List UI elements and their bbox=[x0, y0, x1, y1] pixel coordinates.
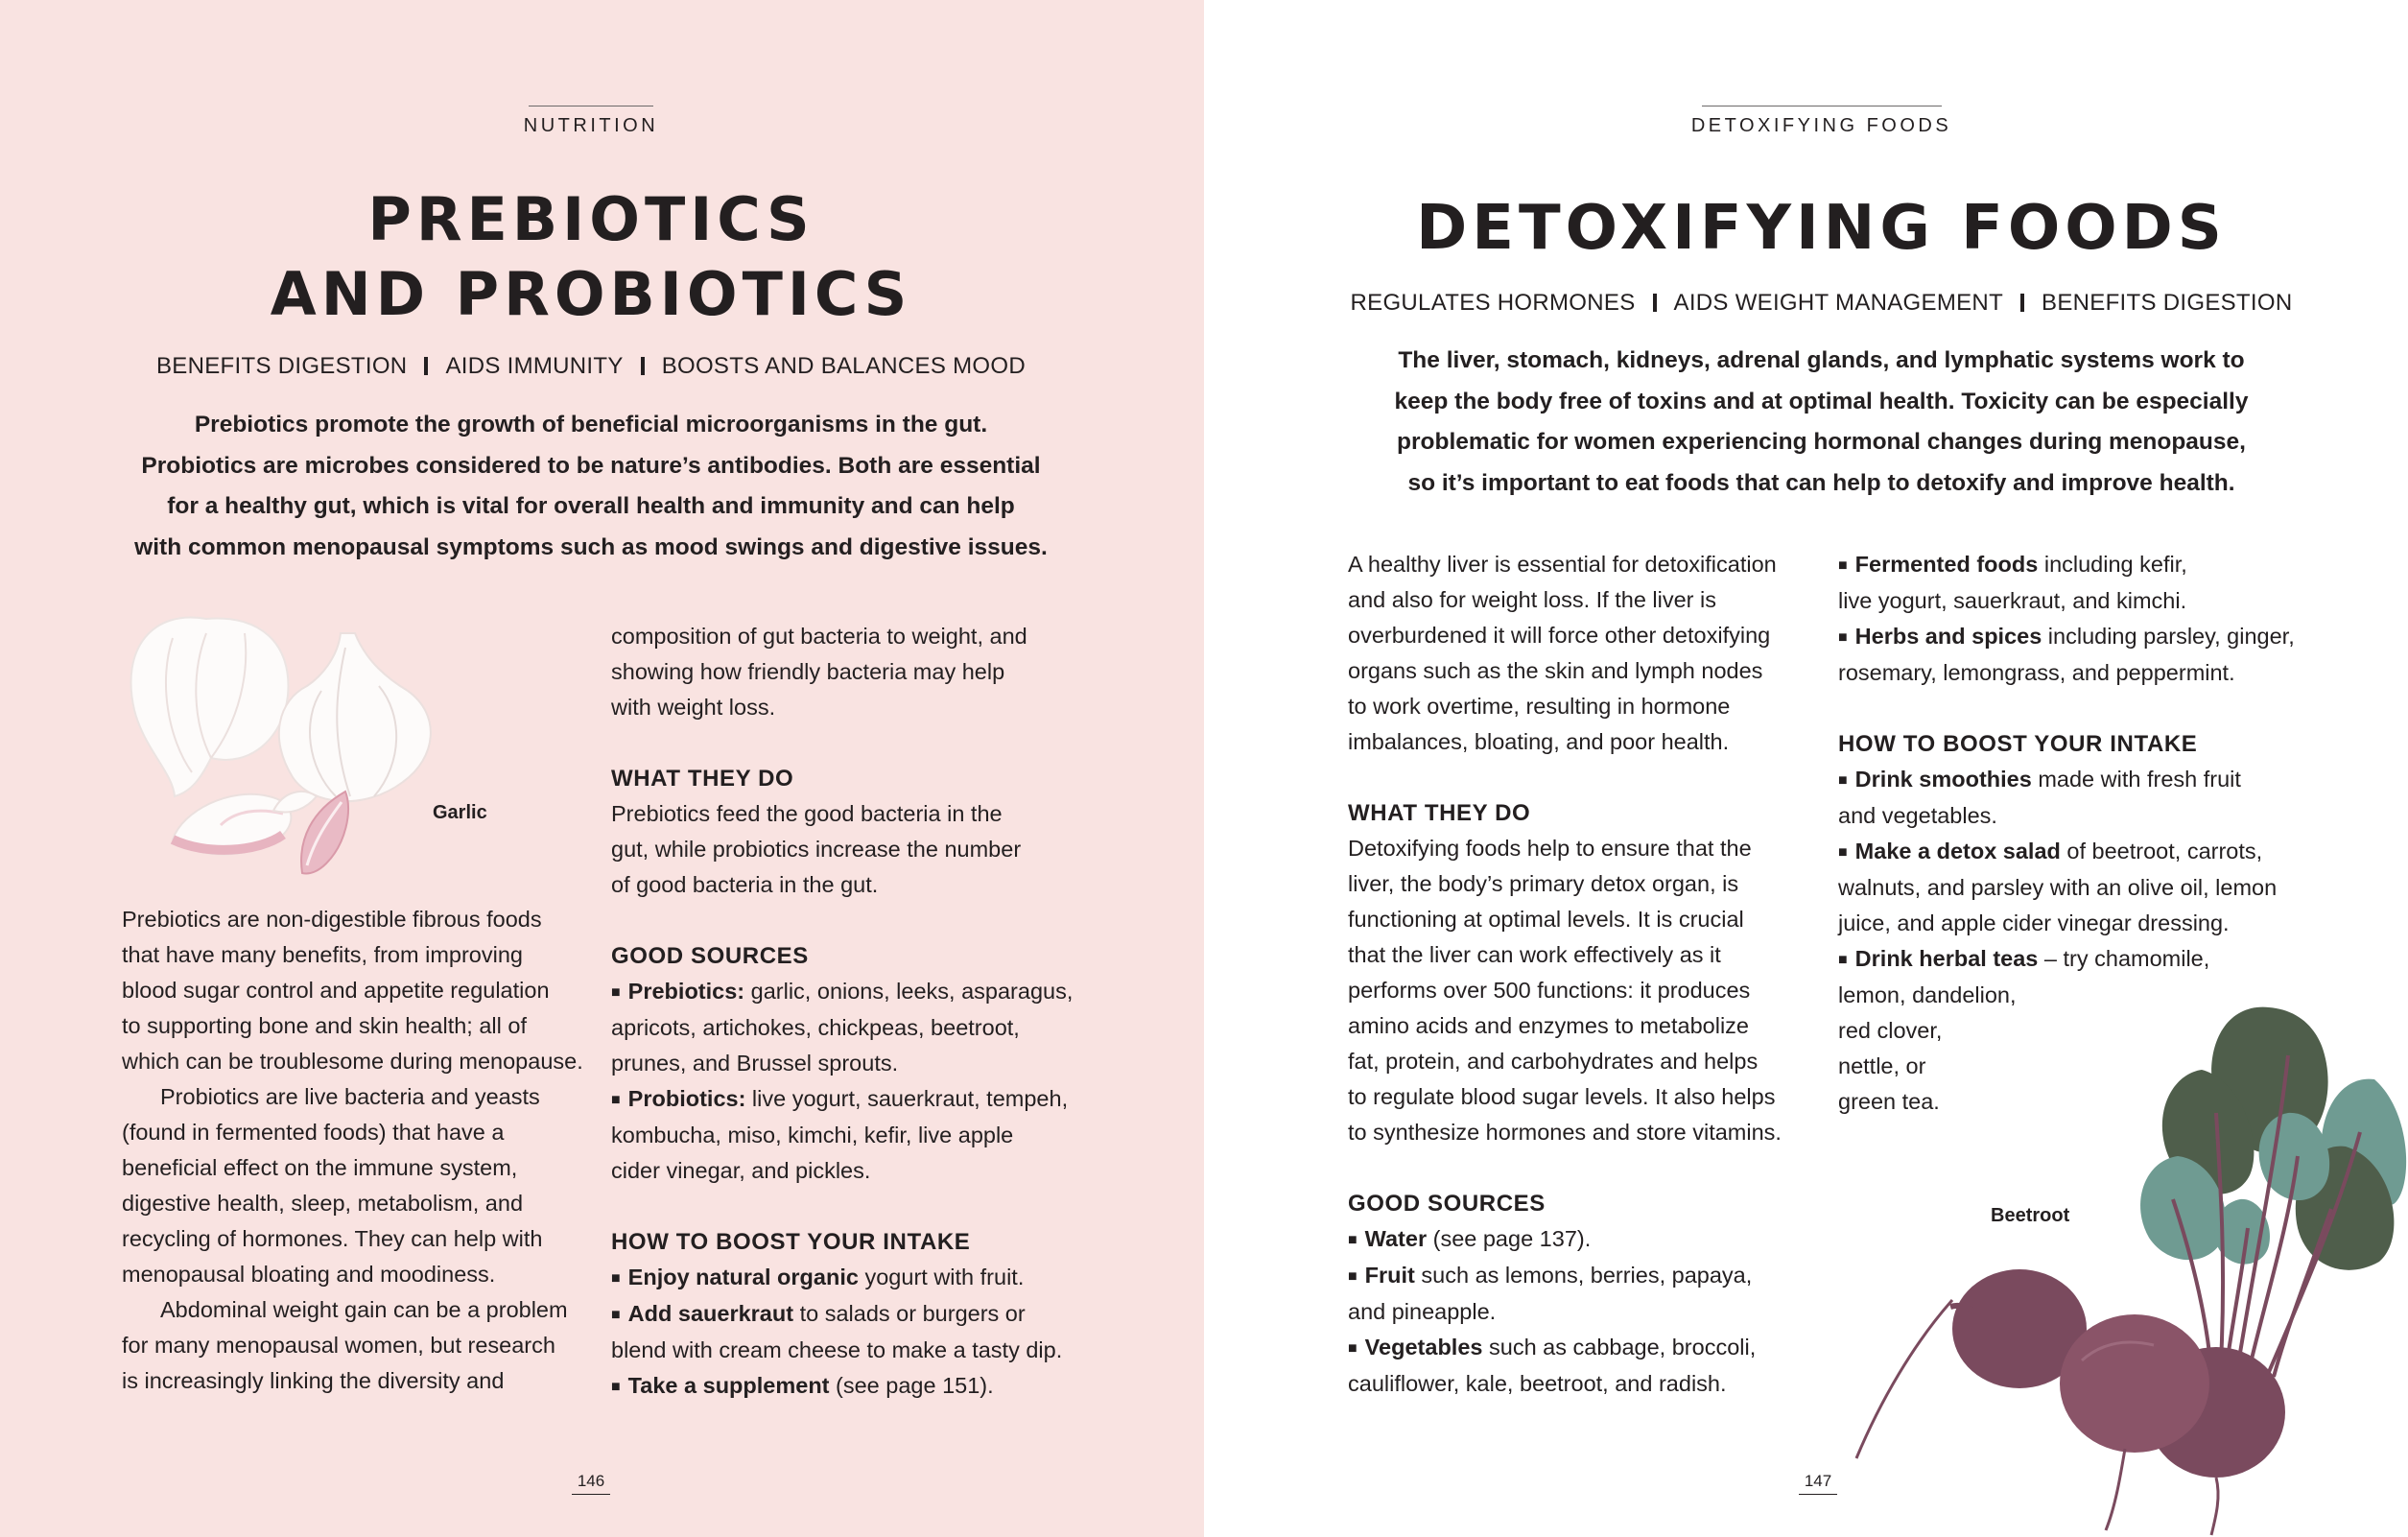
tag: BENEFITS DIGESTION bbox=[156, 353, 408, 379]
text-line: performs over 500 functions: it produces bbox=[1348, 978, 1751, 1003]
intro-line: problematic for women experiencing hormonal changes during menopause, bbox=[1397, 429, 2246, 455]
text-line: fat, protein, and carbohydrates and helps bbox=[1348, 1049, 1759, 1074]
running-head-left bbox=[0, 106, 1182, 137]
tag: BENEFITS DIGESTION bbox=[2042, 290, 2293, 316]
text-line: liver, the body’s primary detox organ, is bbox=[1348, 871, 1739, 896]
text-line: gut, while probiotics increase the number bbox=[611, 837, 1022, 862]
bullet-text: – try chamomile, bbox=[2038, 946, 2210, 971]
text-line: Prebiotics are non-digestible fibrous foods bbox=[122, 907, 542, 932]
garlic-cloves bbox=[173, 792, 348, 874]
running-head-text: DETOXIFYING FOODS bbox=[1690, 115, 1952, 136]
bullet-item bbox=[611, 1081, 1091, 1118]
text-line: recycling of hormones. They can help with bbox=[122, 1226, 543, 1251]
text-line: Prebiotics feed the good bacteria in the bbox=[611, 801, 1003, 826]
bullet-text: of beetroot, carrots, bbox=[2060, 839, 2263, 863]
text-line: to supporting bone and skin health; all of bbox=[122, 1013, 527, 1038]
intro-line: with common menopausal symptoms such as mood swings and digestive issues. bbox=[134, 533, 1048, 560]
bullet-text: yogurt with fruit. bbox=[858, 1265, 1025, 1289]
text-line: to work overtime, resulting in hormone bbox=[1348, 694, 1731, 719]
text-line: that the liver can work effectively as it bbox=[1348, 942, 1721, 967]
text-line: green tea. bbox=[1838, 1089, 1940, 1114]
bullet-item bbox=[1838, 941, 2318, 978]
section-heading-boost-intake: HOW TO BOOST YOUR INTAKE bbox=[611, 1229, 971, 1255]
page-number-text: 147 bbox=[1804, 1472, 1832, 1490]
body-paragraph bbox=[1348, 547, 1808, 760]
bullet-item bbox=[611, 1260, 1091, 1296]
text-line: and also for weight loss. If the liver is bbox=[1348, 587, 1717, 612]
bullet-bold: Take a supplement bbox=[627, 1373, 830, 1398]
left-column-1 bbox=[122, 902, 592, 1399]
body-paragraph bbox=[611, 619, 1091, 725]
bullet-text: to salads or burgers or bbox=[793, 1301, 1026, 1326]
intro-line: so it’s important to eat foods that can help to detoxify and improve health. bbox=[1407, 469, 2235, 496]
tag: AIDS IMMUNITY bbox=[445, 353, 624, 379]
intro-paragraph-left bbox=[96, 405, 1086, 568]
text-line: Abdominal weight gain can be a problem bbox=[160, 1297, 568, 1322]
bullet-continuation: rosemary, lemongrass, and peppermint. bbox=[1838, 660, 2235, 685]
bullet-continuation: cauliflower, kale, beetroot, and radish. bbox=[1348, 1371, 1727, 1396]
bullet-continuation bbox=[611, 1010, 1091, 1081]
bullet-continuation: and vegetables. bbox=[1838, 803, 1997, 828]
bullet-bold: Water bbox=[1364, 1226, 1428, 1251]
bullet-bold: Herbs and spices bbox=[1854, 624, 2042, 649]
text-line: imbalances, bloating, and poor health. bbox=[1348, 729, 1730, 754]
bullet-bold: Vegetables bbox=[1364, 1335, 1483, 1360]
page-number-text: 146 bbox=[577, 1472, 605, 1490]
text-line: showing how friendly bacteria may help bbox=[611, 659, 1005, 684]
page-number-right bbox=[1799, 1472, 1837, 1495]
bullet-continuation bbox=[611, 1118, 1091, 1189]
bullet-text: (see page 137). bbox=[1427, 1226, 1592, 1251]
text-line: amino acids and enzymes to metabolize bbox=[1348, 1013, 1749, 1038]
body-paragraph bbox=[122, 902, 592, 1079]
bullet-text: such as lemons, berries, papaya, bbox=[1414, 1263, 1753, 1288]
bullet-text: live yogurt, sauerkraut, tempeh, bbox=[745, 1086, 1069, 1111]
text-line: (found in fermented foods) that have a bbox=[122, 1120, 505, 1145]
text-line: beneficial effect on the immune system, bbox=[122, 1155, 518, 1180]
intro-line: for a healthy gut, which is vital for overall health and immunity and can help bbox=[167, 493, 1015, 519]
beet-leaves bbox=[2140, 1007, 2406, 1270]
text-line: prunes, and Brussel sprouts. bbox=[611, 1051, 899, 1076]
running-head-text: NUTRITION bbox=[523, 115, 659, 136]
page-number-left bbox=[572, 1472, 610, 1495]
garlic-caption: Garlic bbox=[433, 802, 487, 823]
bullet-continuation: live yogurt, sauerkraut, and kimchi. bbox=[1838, 588, 2187, 613]
bullet-item bbox=[1838, 834, 2318, 870]
beetroot-illustration bbox=[1837, 998, 2408, 1537]
text-line: is increasingly linking the diversity and bbox=[122, 1368, 505, 1393]
text-line: composition of gut bacteria to weight, and bbox=[611, 624, 1027, 649]
section-heading-good-sources: GOOD SOURCES bbox=[1348, 1191, 1546, 1217]
text-line: functioning at optimal levels. It is crucial bbox=[1348, 907, 1744, 932]
text-line: nettle, or bbox=[1838, 1053, 1926, 1078]
tag-separator bbox=[424, 357, 428, 375]
bullet-continuation bbox=[1838, 870, 2318, 941]
garlic-bulb-small bbox=[279, 633, 431, 801]
bullet-bold: Fermented foods bbox=[1854, 552, 2039, 577]
section-heading-what-they-do: WHAT THEY DO bbox=[1348, 800, 1531, 826]
bullet-item bbox=[1348, 1330, 1808, 1366]
intro-line: Prebiotics promote the growth of beneficial microorganisms in the gut. bbox=[194, 412, 988, 437]
bullet-item bbox=[1838, 619, 2318, 655]
bullet-bold: Probiotics: bbox=[627, 1086, 746, 1111]
bullet-item bbox=[1838, 762, 2318, 798]
garlic-bulb-large bbox=[131, 617, 289, 796]
bullet-bold: Prebiotics: bbox=[627, 979, 745, 1004]
bullet-bold: Make a detox salad bbox=[1854, 839, 2061, 863]
bullet-text: (see page 151). bbox=[829, 1373, 994, 1398]
bullet-bold: Fruit bbox=[1364, 1263, 1415, 1288]
section-heading-boost-intake: HOW TO BOOST YOUR INTAKE bbox=[1838, 731, 2198, 757]
bullet-item bbox=[611, 974, 1091, 1010]
right-column-1 bbox=[1348, 547, 1808, 1402]
text-line: to synthesize hormones and store vitamins. bbox=[1348, 1120, 1782, 1145]
text-line: kombucha, miso, kimchi, kefir, live apple bbox=[611, 1123, 1014, 1147]
bullet-item bbox=[611, 1368, 1091, 1405]
section-heading-what-they-do: WHAT THEY DO bbox=[611, 766, 794, 792]
text-line: overburdened it will force other detoxifying bbox=[1348, 623, 1771, 648]
text-line: menopausal bloating and moodiness. bbox=[122, 1262, 496, 1287]
text-line: for many menopausal women, but research bbox=[122, 1333, 555, 1358]
body-paragraph bbox=[611, 796, 1091, 903]
intro-line: The liver, stomach, kidneys, adrenal glands, and lymphatic systems work to bbox=[1398, 347, 2245, 373]
page-number-underline bbox=[572, 1494, 610, 1495]
bullet-text: made with fresh fruit bbox=[2031, 767, 2241, 792]
beetroot-caption: Beetroot bbox=[1991, 1205, 2070, 1226]
text-line: Detoxifying foods help to ensure that the bbox=[1348, 836, 1752, 861]
text-line: apricots, artichokes, chickpeas, beetroot, bbox=[611, 1015, 1020, 1040]
text-line: lemon, dandelion, bbox=[1838, 982, 2017, 1007]
bullet-text: garlic, onions, leeks, asparagus, bbox=[744, 979, 1074, 1004]
text-line: walnuts, and parsley with an olive oil, lemon bbox=[1838, 875, 2278, 900]
body-paragraph bbox=[1348, 831, 1808, 1150]
title-line-2: AND PROBIOTICS bbox=[270, 259, 912, 329]
tag: AIDS WEIGHT MANAGEMENT bbox=[1673, 290, 2004, 316]
body-paragraph bbox=[122, 1079, 592, 1292]
text-line: organs such as the skin and lymph nodes bbox=[1348, 658, 1763, 683]
text-line: blood sugar control and appetite regulation bbox=[122, 978, 550, 1003]
body-paragraph bbox=[122, 1292, 592, 1399]
text-line: digestive health, sleep, metabolism, and bbox=[122, 1191, 524, 1216]
page-title-right: DETOXIFYING FOODS bbox=[1416, 193, 2227, 264]
intro-line: keep the body free of toxins and at optimal health. Toxicity can be especially bbox=[1394, 388, 2249, 414]
text-line: cider vinegar, and pickles. bbox=[611, 1158, 871, 1183]
tag: REGULATES HORMONES bbox=[1350, 290, 1636, 316]
bullet-bold: Add sauerkraut bbox=[627, 1301, 794, 1326]
intro-line: Probiotics are microbes considered to be nature’s antibodies. Both are essential bbox=[141, 452, 1041, 479]
benefit-tags-right bbox=[1204, 290, 2408, 317]
text-line: Probiotics are live bacteria and yeasts bbox=[160, 1084, 540, 1109]
bullet-bold: Drink herbal teas bbox=[1854, 946, 2039, 971]
bullet-item bbox=[1838, 547, 2318, 583]
text-line: which can be troublesome during menopause. bbox=[122, 1049, 583, 1074]
benefit-tags-left bbox=[0, 353, 1182, 380]
text-line: of good bacteria in the gut. bbox=[611, 872, 879, 897]
page-title-left bbox=[0, 182, 1182, 332]
bullet-text: including kefir, bbox=[2038, 552, 2187, 577]
bullet-continuation: blend with cream cheese to make a tasty dip. bbox=[611, 1337, 1063, 1362]
bullet-continuation: and pineapple. bbox=[1348, 1299, 1497, 1324]
text-line: to regulate blood sugar levels. It also helps bbox=[1348, 1084, 1776, 1109]
bullet-item bbox=[1348, 1258, 1808, 1294]
tag-separator bbox=[1653, 294, 1657, 312]
bullet-bold: Drink smoothies bbox=[1854, 767, 2032, 792]
tag: BOOSTS AND BALANCES MOOD bbox=[661, 353, 1026, 379]
garlic-illustration bbox=[115, 604, 460, 892]
tag-separator bbox=[2020, 294, 2024, 312]
text-line: A healthy liver is essential for detoxification bbox=[1348, 552, 1777, 577]
text-line: juice, and apple cider vinegar dressing. bbox=[1838, 910, 2230, 935]
title-line-1: PREBIOTICS bbox=[367, 184, 814, 254]
left-column-2 bbox=[611, 619, 1091, 1405]
page-number-underline bbox=[1799, 1494, 1837, 1495]
bullet-bold: Enjoy natural organic bbox=[627, 1265, 859, 1289]
right-page bbox=[1204, 0, 2408, 1537]
bullet-text: including parsley, ginger, bbox=[2042, 624, 2295, 649]
intro-paragraph-right bbox=[1262, 341, 2381, 504]
tag-separator bbox=[641, 357, 645, 375]
bullet-text: such as cabbage, broccoli, bbox=[1482, 1335, 1757, 1360]
text-line: that have many benefits, from improving bbox=[122, 942, 523, 967]
text-line: with weight loss. bbox=[611, 695, 776, 720]
running-head-right bbox=[1204, 106, 2408, 137]
bullet-item bbox=[611, 1296, 1091, 1333]
section-heading-good-sources: GOOD SOURCES bbox=[611, 943, 809, 969]
text-line: red clover, bbox=[1838, 1018, 1943, 1043]
bullet-item bbox=[1348, 1221, 1808, 1258]
